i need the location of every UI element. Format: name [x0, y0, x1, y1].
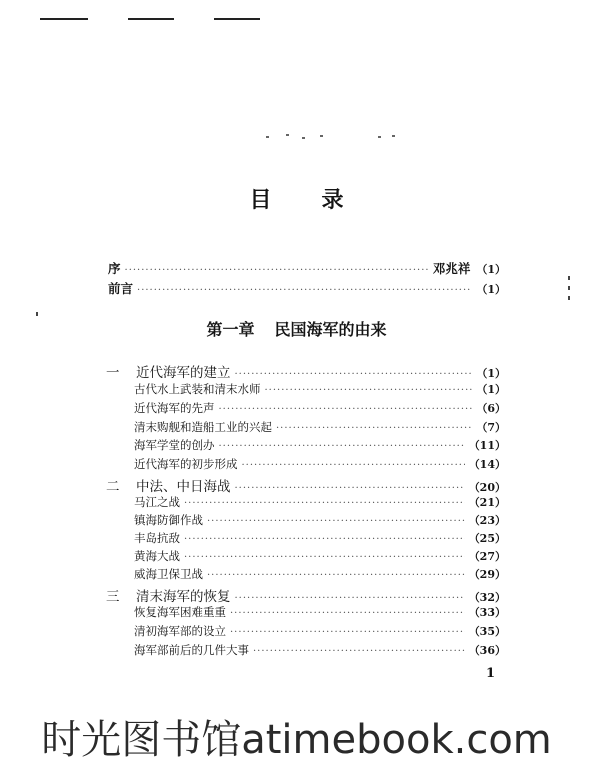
dot-leader: [230, 608, 465, 619]
dot-leader: [230, 627, 465, 638]
toc-subentry: [134, 419, 506, 437]
entry-title: 前言: [108, 281, 134, 296]
entry-page: （20）: [468, 481, 506, 494]
dot-leader: [207, 570, 465, 581]
entry-page: （11）: [468, 439, 506, 452]
toc-subentry: [134, 623, 506, 641]
section-title: 近代海军的建立: [136, 365, 231, 381]
entry-title: 马江之战: [134, 495, 180, 509]
entry-title: 序: [108, 261, 121, 276]
dot-leader: [184, 552, 465, 563]
dot-leader: [265, 385, 473, 396]
toc-section: [106, 361, 506, 379]
top-rule-1: [40, 18, 88, 20]
chapter-number: 第一章: [206, 320, 255, 339]
entry-title: 古代水上武装和清末水师: [134, 382, 261, 396]
dot-leader: [137, 285, 472, 296]
entry-page: （35）: [468, 625, 506, 638]
entry-title: 近代海军的初步形成: [134, 457, 238, 471]
entry-author: 邓兆祥: [432, 261, 471, 276]
toc-subentry: [134, 642, 506, 660]
toc-subentry: [134, 381, 506, 399]
dot-leader: [184, 498, 465, 509]
toc-title: 目录: [249, 188, 394, 213]
entry-page: （21）: [468, 496, 506, 509]
entry-page: （27）: [468, 550, 506, 563]
toc-subentry: [134, 400, 506, 418]
margin-mark: [568, 276, 570, 280]
entry-title: 威海卫保卫战: [134, 567, 203, 581]
dot-leader: [125, 265, 429, 276]
toc-subentry: [134, 437, 506, 455]
toc-subentry: [134, 566, 506, 584]
watermark: 时光图书馆atimebook.com: [41, 717, 552, 763]
section-title: 中法、中日海战: [136, 479, 231, 495]
entry-page: （32）: [468, 591, 506, 604]
section-number: 三: [106, 589, 120, 605]
dot-leader: [242, 460, 465, 471]
entry-page: （7）: [476, 421, 506, 434]
entry-page: （33）: [468, 606, 506, 619]
toc-entry-preface: [108, 259, 506, 277]
entry-title: 清末购舰和造船工业的兴起: [134, 420, 272, 434]
toc-subentry: [134, 494, 506, 512]
section-number: 二: [106, 479, 120, 495]
toc-entry-foreword: [108, 279, 506, 297]
dot-leader: [235, 369, 473, 380]
entry-page: （23）: [468, 514, 506, 527]
entry-title: 黄海大战: [134, 549, 180, 563]
entry-title: 海军学堂的创办: [134, 438, 215, 452]
toc-section: [106, 585, 506, 603]
dot-leader: [207, 516, 465, 527]
page-number: 1: [486, 666, 496, 681]
entry-title: 镇海防御作战: [134, 513, 203, 527]
chapter-heading: [0, 317, 593, 340]
entry-title: 丰岛抗敌: [134, 531, 180, 545]
entry-title: 清初海军部的设立: [134, 624, 226, 638]
entry-page: （1）: [476, 263, 506, 276]
entry-title: 海军部前后的几件大事: [134, 643, 249, 657]
entry-page: （1）: [476, 367, 506, 380]
dot-leader: [276, 423, 472, 434]
entry-title: 近代海军的先声: [134, 401, 215, 415]
dot-leader: [219, 404, 473, 415]
dot-leader: [219, 441, 465, 452]
entry-page: （14）: [468, 458, 506, 471]
dot-leader: [235, 593, 465, 604]
chapter-title: 民国海军的由来: [274, 320, 387, 339]
entry-page: （1）: [476, 283, 506, 296]
entry-page: （25）: [468, 532, 506, 545]
entry-page: （36）: [468, 644, 506, 657]
dot-leader: [184, 534, 465, 545]
margin-mark: [568, 296, 570, 300]
toc-subentry: [134, 456, 506, 474]
toc-section: [106, 475, 506, 493]
top-rule-2: [128, 18, 174, 20]
entry-page: （1）: [476, 383, 506, 396]
toc-subentry: [134, 604, 506, 622]
dot-leader: [253, 646, 465, 657]
section-title: 清末海军的恢复: [136, 589, 231, 605]
margin-mark: [568, 286, 570, 290]
toc-subentry: [134, 530, 506, 548]
margin-mark: [36, 312, 38, 316]
toc-subentry: [134, 512, 506, 530]
entry-page: （6）: [476, 402, 506, 415]
dot-leader: [235, 483, 465, 494]
toc-subentry: [134, 548, 506, 566]
section-number: 一: [106, 365, 120, 381]
entry-title: 恢复海军困难重重: [134, 605, 226, 619]
top-rule-3: [214, 18, 260, 20]
entry-page: （29）: [468, 568, 506, 581]
scan-specks: [250, 132, 410, 142]
